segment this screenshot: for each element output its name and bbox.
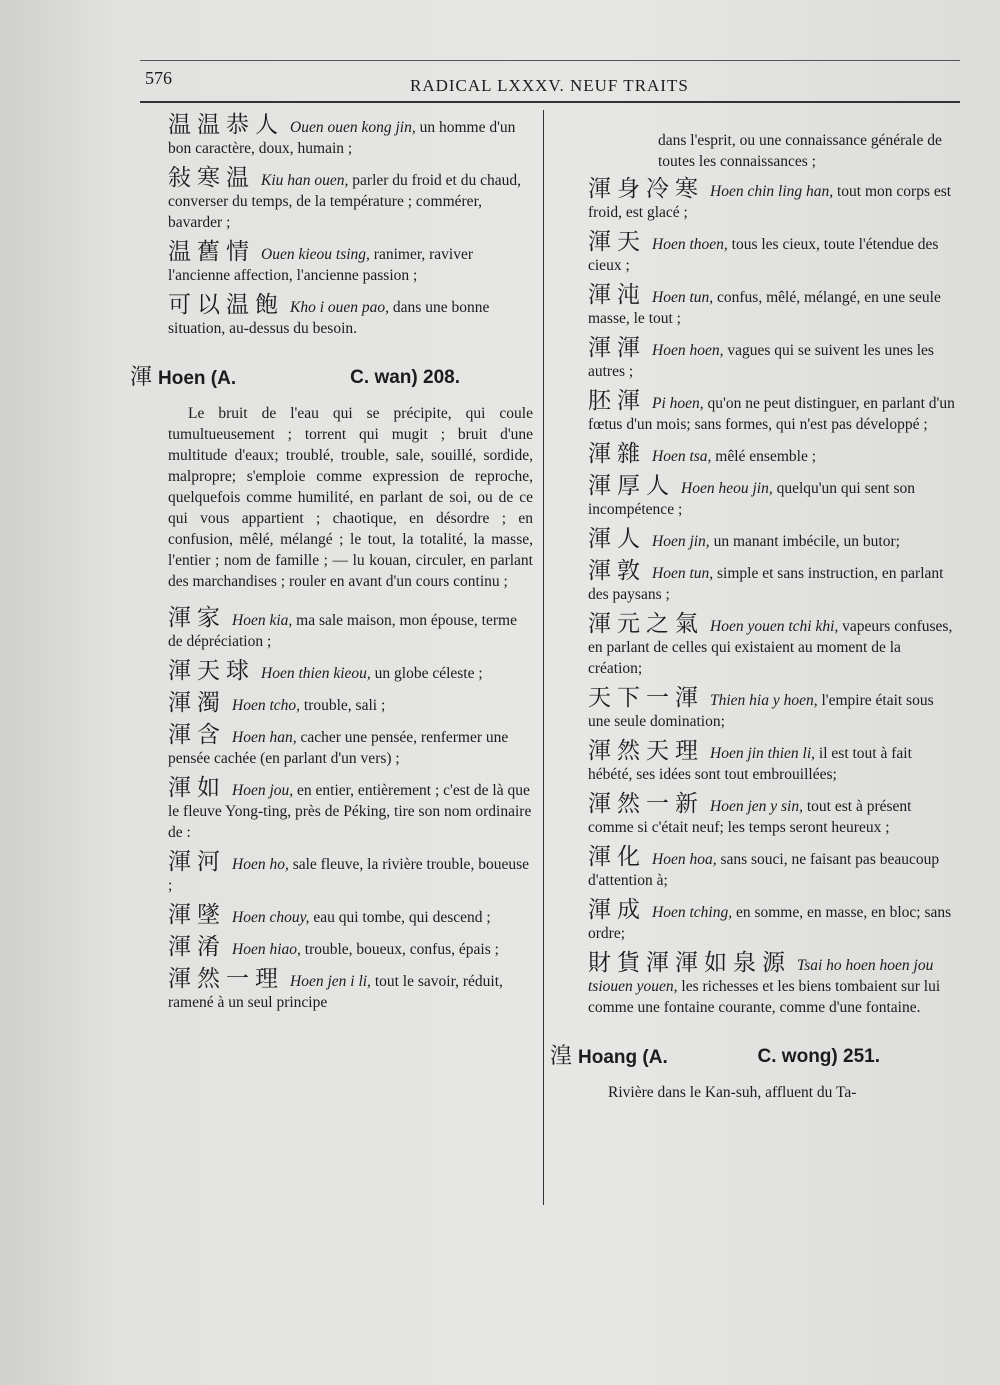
- entry-characters: 渾如: [168, 775, 226, 801]
- entry-romanization: Hoen youen tchi khi,: [710, 618, 839, 635]
- entry-definition: trouble, sali ;: [300, 697, 386, 714]
- dictionary-entry: [588, 335, 958, 382]
- dictionary-entry: [168, 112, 533, 159]
- entry-definition: cacher une pensée, renfermer une pensée cachée (en parlant d'un vers) ;: [168, 729, 509, 767]
- entry-definition: simple et sans instruction, en parlant des paysans ;: [588, 565, 944, 603]
- entry-description: Rivière dans le Kan-suh, affluent du Ta-: [608, 1084, 857, 1101]
- entry-romanization: Hoen tun,: [652, 565, 714, 582]
- entry-romanization: Hoen tun,: [652, 289, 714, 306]
- entry-characters: 渾成: [588, 897, 646, 923]
- entry-characters: 渾家: [168, 605, 226, 631]
- running-head: RADICAL LXXXV. NEUF TRAITS: [410, 76, 689, 95]
- entry-romanization: Pi hoen,: [652, 395, 704, 412]
- entry-romanization: Hoen ho,: [232, 856, 289, 873]
- entry-characters: 胚渾: [588, 388, 646, 414]
- entry-characters: 渾墜: [168, 902, 226, 928]
- dictionary-entry: [168, 722, 533, 769]
- entry-characters: 渾天: [588, 229, 646, 255]
- entry-definition: en entier, entièrement ; c'est de là que le fleuve Yong-ting, près de Péking, tire son nom ordinaire de :: [168, 782, 532, 841]
- dictionary-entry: [588, 897, 958, 944]
- heading-reference: C. wan) 208.: [350, 367, 460, 388]
- heading-character: 湟: [550, 1044, 573, 1069]
- entry-romanization: Hoen han,: [232, 729, 297, 746]
- dictionary-entry: [168, 690, 533, 716]
- entry-romanization: Hoen jin,: [652, 533, 710, 550]
- header-rule: [140, 101, 960, 103]
- entry-romanization: Hoen kia,: [232, 612, 293, 629]
- entry-definition: un manant imbécile, un butor;: [709, 533, 900, 550]
- entry-characters: 渾天球: [168, 658, 255, 684]
- entry-definition: un homme d'un bon caractère, doux, humain ;: [168, 119, 516, 157]
- entry-characters: 渾然一理: [168, 966, 284, 992]
- entry-definition: sale fleuve, la rivière trouble, boueuse ;: [168, 856, 529, 894]
- entry-definition: il est tout à fait hébété, ses idées sont tout embrouillées;: [588, 745, 912, 783]
- dictionary-entry: [588, 738, 958, 785]
- entry-definition: ma sale maison, mon épouse, terme de dépréciation ;: [168, 612, 517, 650]
- entry-heading-hoen: [130, 367, 460, 389]
- entry-description: Le bruit de l'eau qui se précipite, qui coule tumultueusement ; torrent qui mugit ; bruit d'une multitude d'eaux; troublé, trouble, sale, souillé, sordide, malpropre; s'emploie comme expression de reproche, quelquefois comme humilité, en parlant de soi, ou de ce qui vous appartient ; chaotique, en désordre ; en confusion, mêlé, mélangé ; le tout, la totalité, la masse, l'entier ; nom de famille ; — lu kouan, circuler, en parlant des marchandises ; rouler en avant d'un cours continu ;: [168, 405, 533, 590]
- entry-characters: 渾濁: [168, 690, 226, 716]
- entry-romanization: Kiu han ouen,: [261, 172, 349, 189]
- entry-definition: ranimer, raviver l'ancienne affection, l'ancienne passion ;: [168, 246, 474, 284]
- entry-characters: 渾敦: [588, 558, 646, 584]
- entry-definition: trouble, boueux, confus, épais ;: [300, 941, 499, 958]
- entry-characters: 渾含: [168, 722, 226, 748]
- entry-romanization: Hoen heou jin,: [681, 480, 773, 497]
- entry-definition: un globe céleste ;: [370, 665, 483, 682]
- entry-characters: 渾厚人: [588, 473, 675, 499]
- dictionary-entry: [588, 282, 958, 329]
- entry-heading-hoang: [550, 1046, 880, 1068]
- entry-romanization: Hoen thien kieou,: [261, 665, 371, 682]
- dictionary-entry: [168, 605, 533, 652]
- entry-characters: 財貨渾渾如泉源: [588, 950, 791, 976]
- entry-list-a: [168, 112, 533, 339]
- dictionary-entry: [588, 388, 958, 435]
- heading-name: Hoen (A.: [158, 368, 237, 389]
- entry-definition: tous les cieux, toute l'étendue des cieux ;: [588, 236, 939, 274]
- left-column: [130, 112, 533, 1022]
- entry-romanization: Hoen hoa,: [652, 851, 717, 868]
- entry-definition: tout est à présent comme si c'était neuf; les temps seront heureux ;: [588, 798, 912, 836]
- entry-romanization: Thien hia y hoen,: [710, 692, 818, 709]
- entry-definition: mêlé ensemble ;: [711, 448, 817, 465]
- right-column: [550, 130, 958, 1119]
- dictionary-entry: [588, 611, 958, 679]
- entry-characters: 渾然天理: [588, 738, 704, 764]
- entry-characters: 可以温飽: [168, 292, 284, 318]
- dictionary-entry: [588, 844, 958, 891]
- entry-romanization: Hoen tching,: [652, 904, 733, 921]
- entry-romanization: Tsai ho hoen hoen jou tsiouen youen,: [588, 957, 934, 995]
- entry-characters: 渾人: [588, 526, 646, 552]
- entry-romanization: Hoen tsa,: [652, 448, 712, 465]
- continued-text: dans l'esprit, ou une connaissance générale de toutes les connaissances ;: [658, 132, 942, 170]
- entry-characters: 敍寒温: [168, 165, 255, 191]
- dictionary-entry: [168, 775, 533, 843]
- entry-characters: 渾渾: [588, 335, 646, 361]
- dictionary-entry: [168, 849, 533, 896]
- entry-characters: 渾淆: [168, 934, 226, 960]
- heading-character: 渾: [130, 365, 153, 390]
- entry-romanization: Hoen hiao,: [232, 941, 301, 958]
- dictionary-entry: [588, 229, 958, 276]
- entry-romanization: Kho i ouen pao,: [290, 299, 390, 316]
- entry-definition: tout mon corps est froid, est glacé ;: [588, 183, 952, 221]
- heading-name: Hoang (A.: [578, 1047, 668, 1068]
- dictionary-entry: [588, 791, 958, 838]
- dictionary-entry: [588, 526, 958, 552]
- entry-characters: 渾然一新: [588, 791, 704, 817]
- entry-definition: l'empire était sous une seule domination;: [588, 692, 934, 730]
- dictionary-entry: [168, 658, 533, 684]
- page-number: 576: [145, 68, 172, 88]
- dictionary-entry: [588, 473, 958, 520]
- entry-romanization: Hoen tcho,: [232, 697, 301, 714]
- entry-characters: 温温恭人: [168, 112, 284, 138]
- dictionary-entry: [588, 950, 958, 1018]
- entry-romanization: Hoen jou,: [232, 782, 294, 799]
- entry-romanization: Hoen hoen,: [652, 342, 724, 359]
- entry-definition: vapeurs confuses, en parlant de celles qui existaient au moment de la création;: [588, 618, 953, 677]
- entry-definition: tout le savoir, réduit, ramené à un seul principe: [168, 973, 503, 1011]
- entry-characters: 渾元之氣: [588, 611, 704, 637]
- entry-definition: quelqu'un qui sent son incompétence ;: [588, 480, 915, 518]
- dictionary-entry: [168, 902, 533, 928]
- entry-romanization: Hoen chin ling han,: [710, 183, 834, 200]
- entry-characters: 温舊情: [168, 239, 255, 265]
- entry-romanization: Ouen ouen kong jin,: [290, 119, 416, 136]
- entry-list-b: [168, 605, 533, 1013]
- dictionary-entry: [588, 441, 958, 467]
- heading-reference: C. wong) 251.: [757, 1046, 880, 1067]
- entry-list-right: [588, 176, 958, 1018]
- dictionary-entry: [588, 176, 958, 223]
- entry-definition: confus, mêlé, mélangé, en une seule masse, le tout ;: [588, 289, 941, 327]
- column-divider: [543, 110, 544, 1205]
- entry-definition: sans souci, ne faisant pas beaucoup d'attention à;: [588, 851, 940, 889]
- dictionary-entry: [168, 966, 533, 1013]
- entry-characters: 渾化: [588, 844, 646, 870]
- dictionary-entry: [168, 292, 533, 339]
- entry-romanization: Hoen chouy,: [232, 909, 310, 926]
- dictionary-entry: [588, 685, 958, 732]
- entry-characters: 天下一渾: [588, 685, 704, 711]
- entry-definition: parler du froid et du chaud, converser du temps, de la température ; commérer, bavarder ;: [168, 172, 521, 231]
- entry-definition: eau qui tombe, qui descend ;: [309, 909, 491, 926]
- entry-definition: dans une bonne situation, au-dessus du besoin.: [168, 299, 490, 337]
- dictionary-entry: [168, 165, 533, 233]
- entry-definition: vagues qui se suivent les unes les autres ;: [588, 342, 934, 380]
- entry-characters: 渾河: [168, 849, 226, 875]
- dictionary-entry: [168, 934, 533, 960]
- entry-romanization: Hoen jin thien li,: [710, 745, 816, 762]
- entry-romanization: Hoen jen i li,: [290, 973, 371, 990]
- entry-romanization: Hoen jen y sin,: [710, 798, 803, 815]
- entry-romanization: Ouen kieou tsing,: [261, 246, 370, 263]
- dictionary-entry: [588, 558, 958, 605]
- dictionary-entry: [168, 239, 533, 286]
- entry-definition: les richesses et les biens tombaient sur lui comme une fontaine courante, comme d'une fontaine.: [588, 978, 941, 1016]
- entry-romanization: Hoen thoen,: [652, 236, 728, 253]
- entry-characters: 渾沌: [588, 282, 646, 308]
- top-rule: [140, 60, 960, 61]
- entry-characters: 渾雜: [588, 441, 646, 467]
- entry-definition: qu'on ne peut distinguer, en parlant d'un fœtus d'un mois; sans formes, qui n'est pas développé ;: [588, 395, 955, 433]
- entry-definition: en somme, en masse, en bloc; sans ordre;: [588, 904, 952, 942]
- entry-characters: 渾身冷寒: [588, 176, 704, 202]
